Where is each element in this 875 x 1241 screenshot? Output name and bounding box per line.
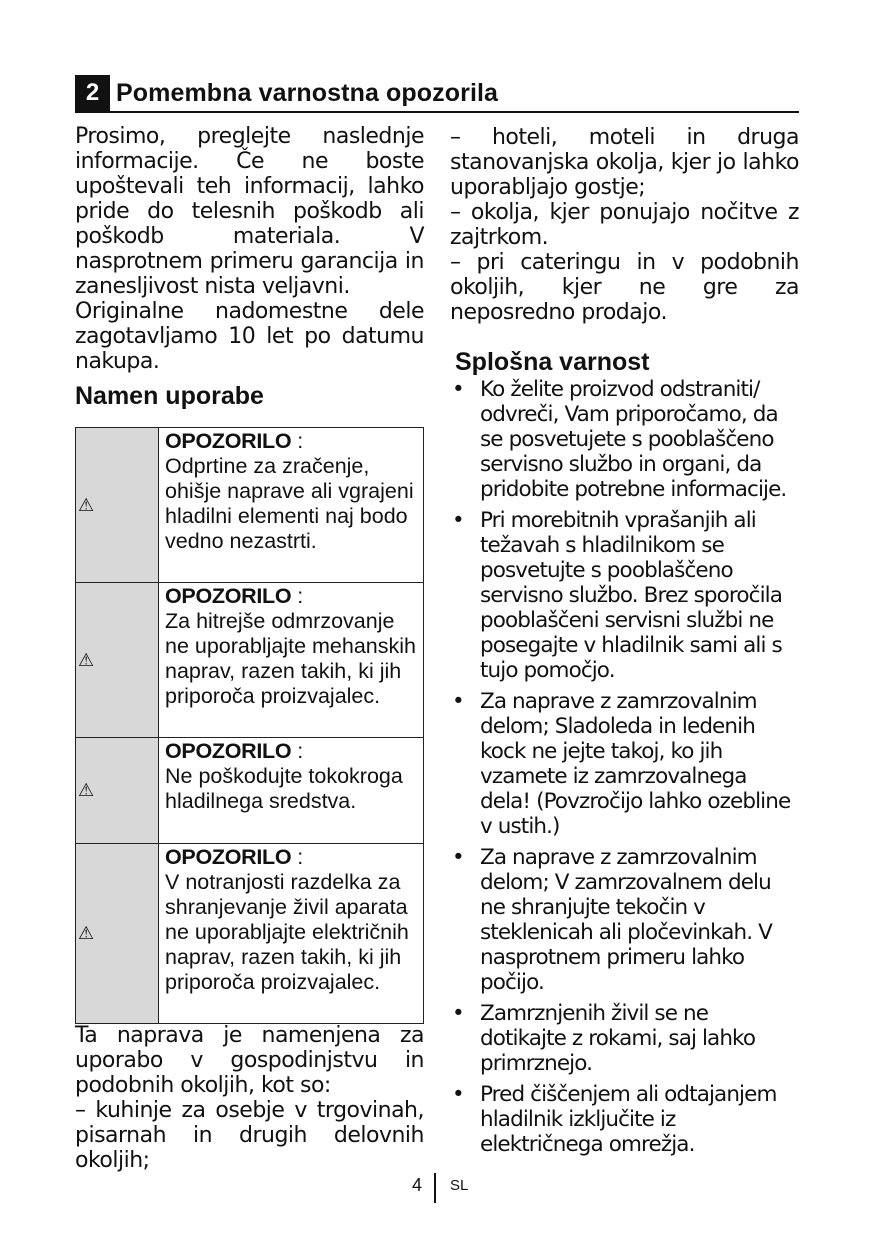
environment-item: – pri cateringu in v podobnih okoljih, kjer ne gre za neposredno prodajo. [450, 250, 799, 325]
list-item [450, 1001, 795, 1076]
bullet-icon: • [452, 1001, 464, 1026]
list-item [450, 845, 795, 995]
language-code: SL [450, 1177, 469, 1194]
warning-text: Za hitrejše odmrzovanje ne uporabljajte mehanskih naprav, razen takih, ki jih priporoča proizvajalec. [165, 609, 416, 708]
left-intro [75, 124, 424, 374]
warning-table [75, 427, 424, 1024]
bullet-icon: • [452, 508, 464, 533]
warning-title: OPOZORILO [165, 429, 292, 453]
warning-text: Odprtine za zračenje, ohišje naprave ali vgrajeni hladilni elementi naj bodo vedno nezastrti. [165, 454, 414, 553]
warning-text-cell [159, 738, 424, 844]
bullet-text: Ko želite proizvod odstraniti/ odvreči, Vam priporočamo, da se posvetujete s pooblaščeno servisno službo in organi, da pridobite potrebne informacije. [480, 377, 787, 502]
bullet-text: Za naprave z zamrzovalnim delom; V zamrzovalnem delu ne shranjujte tekočin v steklenicah ali pločevinkah. V nasprotnem primeru lahko počijo. [480, 845, 772, 995]
warning-text: V notranjosti razdelka za shranjevanje živil aparata ne uporabljajte električnih naprav, razen takih, ki jih priporoča proizvajalec. [165, 870, 409, 994]
page-footer [0, 1175, 875, 1205]
warning-separator: : [291, 739, 304, 763]
warning-triangle-icon: ⚠ [78, 923, 95, 944]
bullet-text: Pred čiščenjem ali odtajanjem hladilnik izključite iz električnega omrežja. [480, 1082, 777, 1157]
bullet-text: Za naprave z zamrzovalnim delom; Sladoleda in ledenih kock ne jejte takoj, ko jih vzamete iz zamrzovalnega dela! (Povzročijo lahko ozebline v ustih.) [480, 689, 791, 839]
list-item [450, 689, 795, 839]
warning-title: OPOZORILO [165, 739, 292, 763]
intended-use-text [75, 1023, 424, 1173]
warning-row [76, 844, 424, 1024]
warning-triangle-icon: ⚠ [78, 649, 95, 671]
warning-icon-cell [76, 428, 159, 583]
intro-paragraph: Originalne nadomestne dele zagotavljamo 10 let po datumu nakupa. [75, 299, 424, 374]
warning-icon-cell [76, 844, 159, 1024]
warning-row [76, 428, 424, 583]
warning-separator: : [291, 584, 304, 608]
bullet-icon: • [452, 377, 464, 402]
section-title: Pomembna varnostna opozorila [116, 79, 499, 107]
bullet-icon: • [452, 1082, 464, 1107]
warning-icon-cell [76, 583, 159, 738]
warning-separator: : [291, 429, 304, 453]
warning-row [76, 738, 424, 844]
subheading-intended-use: Namen uporabe [75, 382, 264, 410]
warning-row [76, 583, 424, 738]
warning-text: Ne poškodujte tokokroga hladilnega sredstva. [165, 764, 403, 813]
page-number: 4 [412, 1175, 423, 1195]
intro-paragraph: Prosimo, preglejte naslednje informacije. Če ne boste upoštevali teh informacij, lahko pride do telesnih poškodb ali poškodb materiala. V nasprotnem primeru garancija in zanesljivost nista veljavni. [75, 124, 424, 299]
subheading-general-safety: Splošna varnost [455, 348, 650, 376]
list-item [450, 508, 795, 683]
list-item [450, 1082, 795, 1157]
section-heading [75, 73, 799, 113]
warning-triangle-icon: ⚠ [78, 780, 95, 801]
bullet-icon: • [452, 845, 464, 870]
warning-text-cell [159, 428, 424, 583]
warning-title: OPOZORILO [165, 584, 292, 608]
warning-title: OPOZORILO [165, 845, 292, 869]
footer-divider [434, 1173, 436, 1203]
warning-separator: : [291, 845, 304, 869]
intended-use-paragraph: – kuhinje za osebje v trgovinah, pisarnah in drugih delovnih okoljih; [75, 1098, 424, 1173]
list-item [450, 377, 795, 502]
intended-use-paragraph: Ta naprava je namenjena za uporabo v gospodinjstvu in podobnih okoljih, kot so: [75, 1023, 424, 1098]
warning-icon-cell [76, 738, 159, 844]
bullet-text: Zamrznjenih živil se ne dotikajte z rokami, saj lahko primrznejo. [480, 1001, 756, 1076]
right-intro [450, 125, 799, 325]
warning-triangle-icon: ⚠ [78, 494, 95, 516]
environment-item: – okolja, kjer ponujajo nočitve z zajtrkom. [450, 200, 799, 250]
bullet-icon: • [452, 689, 464, 714]
warning-text-cell [159, 844, 424, 1024]
environment-item: – hoteli, moteli in druga stanovanjska okolja, kjer jo lahko uporabljajo gostje; [450, 125, 799, 200]
section-number: 2 [75, 75, 110, 111]
bullet-text: Pri morebitnih vprašanjih ali težavah s hladilnikom se posvetujte s pooblaščeno servisno službo. Brez sporočila pooblaščeni servisni službi ne posegajte v hladilnik sami ali s tujo pomočjo. [480, 508, 782, 683]
safety-bullet-list [450, 377, 795, 1163]
warning-text-cell [159, 583, 424, 738]
